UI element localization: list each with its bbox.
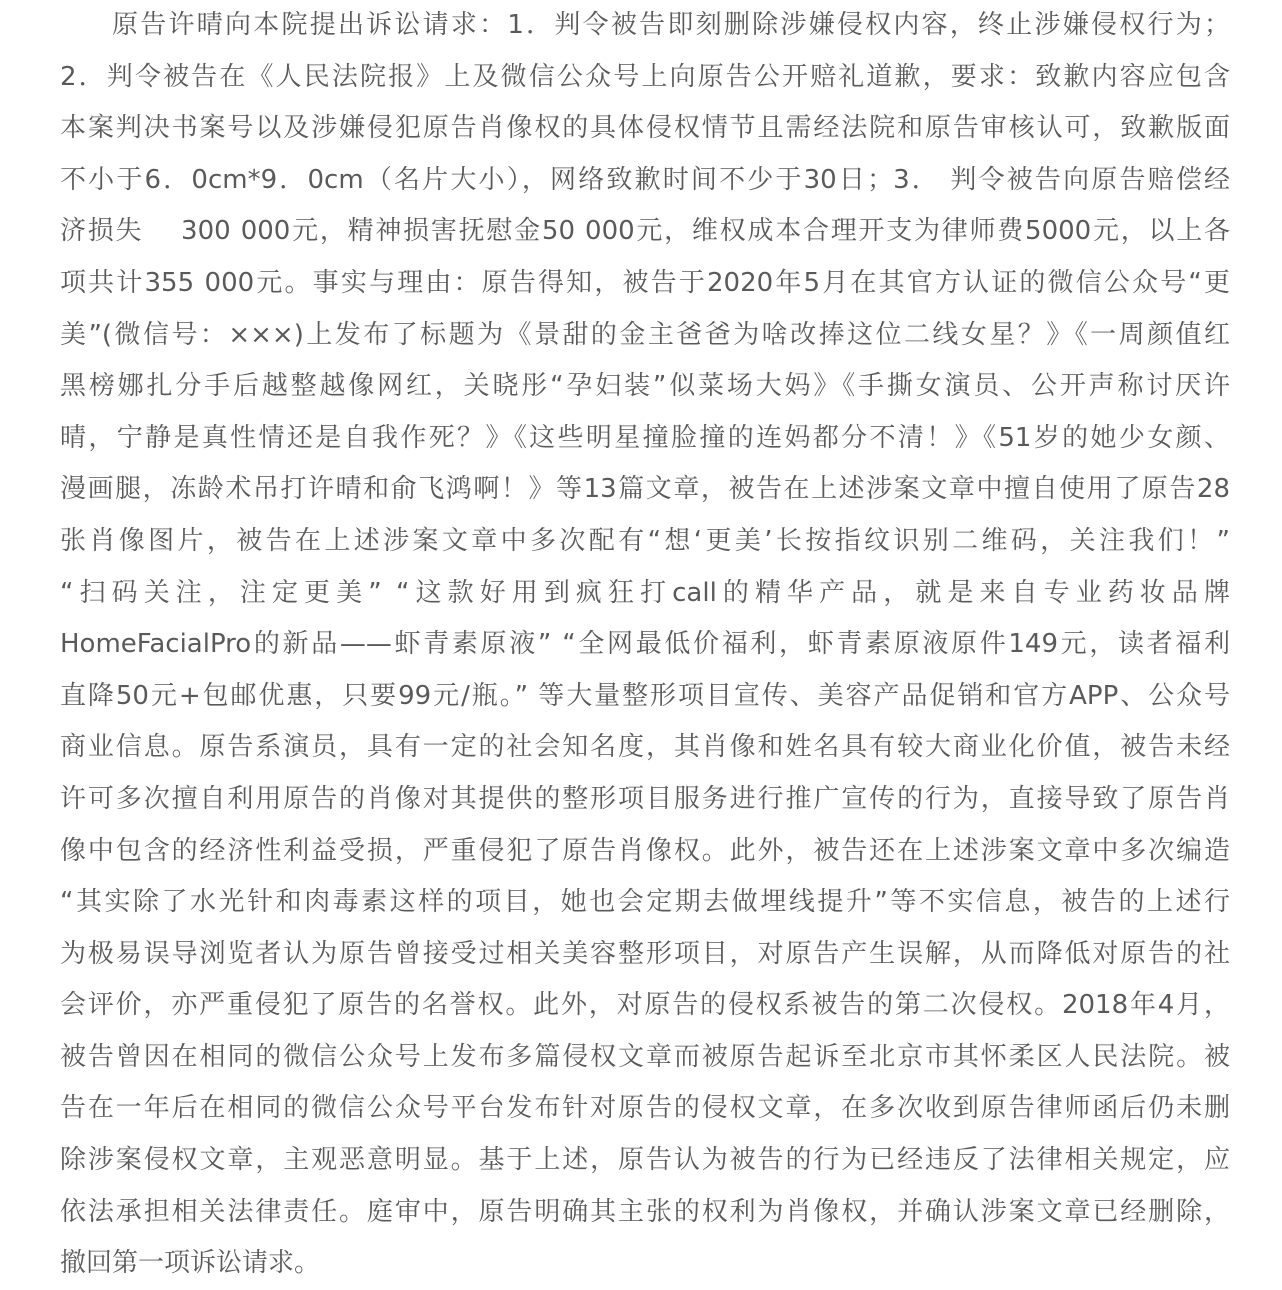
paragraph-line: 许可多次擅自利用原告的肖像对其提供的整形项目服务进行推广宣传的行为，直接导致了原告肖 bbox=[60, 783, 1230, 814]
paragraph-line: 为极易误导浏览者认为原告曾接受过相关美容整形项目，对原告产生误解，从而降低对原告的社 bbox=[60, 938, 1230, 969]
paragraph-line: 济损失 300 000元，精神损害抚慰金50 000元，维权成本合理开支为律师费5000元，以上各 bbox=[60, 216, 1230, 247]
paragraph-line: 2．判令被告在《人民法院报》上及微信公众号上向原告公开赔礼道歉，要求：致歉内容应包含 bbox=[60, 61, 1230, 92]
paragraph-line: 黑榜娜扎分手后越整越像网红，关晓彤“孕妇装”似菜场大妈》《手撕女演员、公开声称讨厌许 bbox=[60, 371, 1230, 402]
paragraph-line: 美”(微信号：×××)上发布了标题为《景甜的金主爸爸为啥改捧这位二线女星？》《一周颜值红 bbox=[60, 319, 1230, 350]
paragraph-line: 被告曾因在相同的微信公众号上发布多篇侵权文章而被原告起诉至北京市其怀柔区人民法院。被 bbox=[60, 1041, 1230, 1072]
paragraph-line: 晴，宁静是真性情还是自我作死？》《这些明星撞脸撞的连妈都分不清！》《51岁的她少女颜、 bbox=[60, 422, 1230, 453]
paragraph-line: 直降50元+包邮优惠，只要99元/瓶。” 等大量整形项目宣传、美容产品促销和官方APP、公众号 bbox=[60, 680, 1230, 711]
paragraph-line: 除涉案侵权文章，主观恶意明显。基于上述，原告认为被告的行为已经违反了法律相关规定，应 bbox=[60, 1145, 1230, 1176]
paragraph-line: 商业信息。原告系演员，具有一定的社会知名度，其肖像和姓名具有较大商业化价值，被告未经 bbox=[60, 732, 1230, 763]
paragraph-line: HomeFacialPro的新品——虾青素原液” “全网最低价福利，虾青素原液原件149元，读者福利 bbox=[60, 629, 1230, 660]
paragraph-line: 原告许晴向本院提出诉讼请求：1．判令被告即刻删除涉嫌侵权内容，终止涉嫌侵权行为； bbox=[112, 10, 1230, 40]
paragraph-line: 会评价，亦严重侵犯了原告的名誉权。此外，对原告的侵权系被告的第二次侵权。2018年4月， bbox=[60, 990, 1230, 1021]
paragraph-line: 项共计355 000元。事实与理由：原告得知，被告于2020年5月在其官方认证的微信公众号“更 bbox=[60, 267, 1230, 298]
paragraph-line: 不小于6．0cm*9．0cm（名片大小），网络致歉时间不少于30日；3． 判令被告向原告赔偿经 bbox=[60, 164, 1230, 195]
paragraph-line: 告在一年后在相同的微信公众号平台发布针对原告的侵权文章，在多次收到原告律师函后仍未删 bbox=[60, 1093, 1230, 1124]
paragraph-line: 张肖像图片，被告在上述涉案文章中多次配有“想‘更美’长按指纹识别二维码，关注我们！” bbox=[60, 525, 1230, 556]
paragraph-line: 依法承担相关法律责任。庭审中，原告明确其主张的权利为肖像权，并确认涉案文章已经删除， bbox=[60, 1196, 1230, 1227]
paragraph-line: “扫码关注，注定更美” “这款好用到疯狂打call的精华产品，就是来自专业药妆品牌 bbox=[60, 577, 1230, 608]
paragraph-line: 本案判决书案号以及涉嫌侵犯原告肖像权的具体侵权情节且需经法院和原告审核认可，致歉版面 bbox=[60, 113, 1230, 144]
document-paragraph bbox=[60, 0, 1230, 1290]
paragraph-line: “其实除了水光针和肉毒素这样的项目，她也会定期去做埋线提升”等不实信息，被告的上述行 bbox=[60, 887, 1230, 918]
paragraph-line: 像中包含的经济性利益受损，严重侵犯了原告肖像权。此外，被告还在上述涉案文章中多次编造 bbox=[60, 835, 1230, 866]
paragraph-line: 漫画腿，冻龄术吊打许晴和俞飞鸿啊！》等13篇文章，被告在上述涉案文章中擅自使用了原告28 bbox=[60, 474, 1230, 505]
paragraph-line: 撤回第一项诉讼请求。 bbox=[60, 1248, 321, 1279]
